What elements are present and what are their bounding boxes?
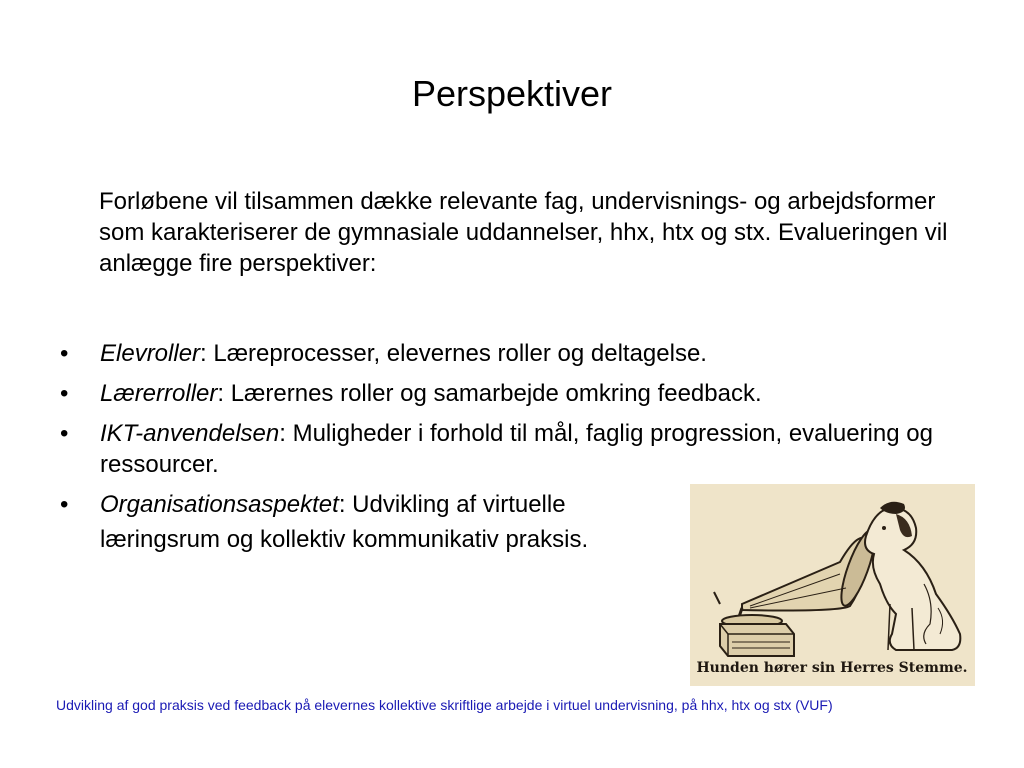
bullet-term: Lærerroller: [100, 380, 218, 407]
gramophone-dog-picture: [690, 484, 975, 686]
footer-text: Udvikling af god praksis ved feedback på elevernes kollektive skriftlige arbejde i virtuel undervisning, på hhx, htx og stx (VUF): [56, 697, 833, 713]
bullet-dot: •: [60, 380, 69, 407]
picture-caption: Hunden hører sin Herres Stemme.: [696, 660, 968, 676]
bullet-text: : Udvikling af virtuelle: [338, 491, 566, 518]
intro-paragraph: [99, 186, 969, 279]
bullet-text: : Lærernes roller og samarbejde omkring feedback.: [217, 380, 762, 407]
bullet-continuation: læringsrum og kollektiv kommunikativ praksis.: [100, 526, 589, 553]
bullet-term: Elevroller: [100, 340, 201, 367]
bullet-dot: •: [60, 340, 69, 367]
gramophone-box: [720, 624, 794, 656]
bullet-item: [60, 378, 960, 409]
dog-gramophone-illustration: [690, 484, 975, 686]
bullet-text: : Muligheder i forhold til mål, faglig progression, evaluering og ressourcer.: [100, 420, 933, 478]
slide-title: Perspektiver: [411, 73, 613, 114]
intro-text: Forløbene vil tilsammen dække relevante fag, undervisnings- og arbejdsformer som karakteriserer de gymnasiale uddannelser, hhx, htx og stx. Evalueringen vil anlægge fire perspektiver:: [99, 188, 948, 277]
bullet-term: IKT-anvendelsen: [100, 420, 280, 447]
bullet-dot: •: [60, 420, 69, 447]
bullet-item: [60, 418, 960, 480]
bullet-item: [60, 338, 960, 369]
bullet-text: : Læreprocesser, elevernes roller og deltagelse.: [200, 340, 707, 367]
bullet-dot: •: [60, 491, 69, 518]
bullet-term: Organisationsaspektet: [100, 491, 339, 518]
